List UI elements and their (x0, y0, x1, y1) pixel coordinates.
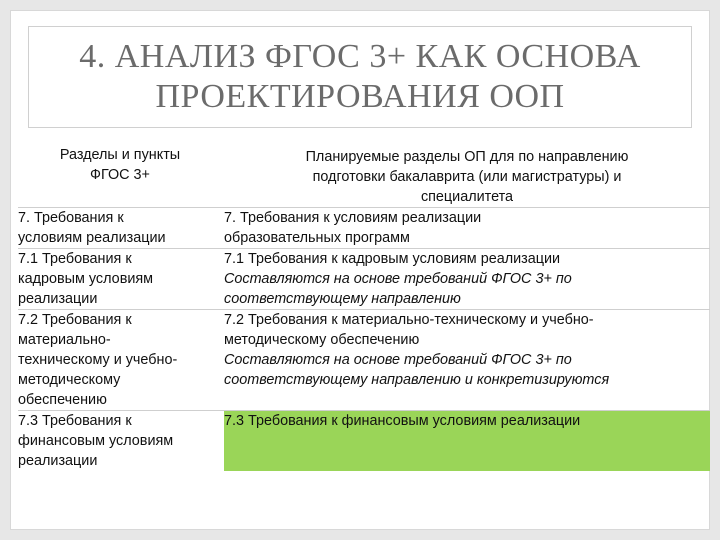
row-section-cell (18, 310, 224, 410)
cell-note-line: Составляются на основе требований ФГОС 3+ по (224, 271, 572, 287)
cell-line: 7.2 Требования к материально-техническому и учебно- (224, 312, 594, 328)
cell-line: 7.3 Требования к (18, 413, 132, 429)
table-row (18, 309, 710, 410)
cell-line: 7.3 Требования к финансовым условиям реализации (224, 413, 581, 429)
table-row (18, 248, 710, 309)
cell-line: обеспечению (18, 392, 107, 408)
row-plan-cell (224, 310, 710, 410)
cell-note-line: соответствующему направлению (224, 291, 461, 307)
cell-line: финансовым условиям (18, 433, 174, 449)
cell-line: методическому (18, 372, 121, 388)
slide-title (28, 26, 692, 128)
header-col2-line: подготовки бакалаврита (или магистратуры) и (312, 169, 622, 185)
cell-line: реализации (18, 291, 98, 307)
row-plan-cell (224, 249, 710, 309)
header-col1-line: ФГОС 3+ (90, 167, 150, 183)
row-plan-cell (224, 411, 710, 471)
header-col1-line: Разделы и пункты (59, 147, 181, 163)
title-line-2: ПРОЕКТИРОВАНИЯ ООП (155, 78, 565, 115)
header-col2-line: специалитета (420, 189, 514, 205)
cell-line: техническому и учебно- (18, 352, 178, 368)
cell-line: условиям реализации (18, 230, 166, 246)
header-col-sections (18, 145, 224, 207)
row-section-cell (18, 208, 224, 248)
cell-line: 7.1 Требования к кадровым условиям реализации (224, 251, 561, 267)
header-col2-line: Планируемые разделы ОП для по направлению (305, 149, 629, 165)
cell-line: 7. Требования к условиям реализации (224, 210, 482, 226)
table-header-row (18, 145, 710, 207)
table-row (18, 207, 710, 248)
row-section-cell (18, 411, 224, 471)
cell-note-line: соответствующему направлению и конкретизируются (224, 372, 610, 388)
table-row-highlighted (18, 410, 710, 471)
cell-line: реализации (18, 453, 98, 469)
cell-line: методическому обеспечению (224, 332, 420, 348)
row-section-cell (18, 249, 224, 309)
row-plan-cell (224, 208, 710, 248)
cell-line: 7.2 Требования к (18, 312, 132, 328)
cell-line: образовательных программ (224, 230, 410, 246)
title-line-1: 4. АНАЛИЗ ФГОС 3+ КАК ОСНОВА (79, 38, 641, 75)
header-col-planned (224, 145, 710, 207)
cell-line: 7.1 Требования к (18, 251, 132, 267)
cell-line: материально- (18, 332, 111, 348)
cell-line: 7. Требования к (18, 210, 124, 226)
fgos-table (18, 145, 710, 471)
cell-line: кадровым условиям (18, 271, 154, 287)
cell-note-line: Составляются на основе требований ФГОС 3+ по (224, 352, 572, 368)
